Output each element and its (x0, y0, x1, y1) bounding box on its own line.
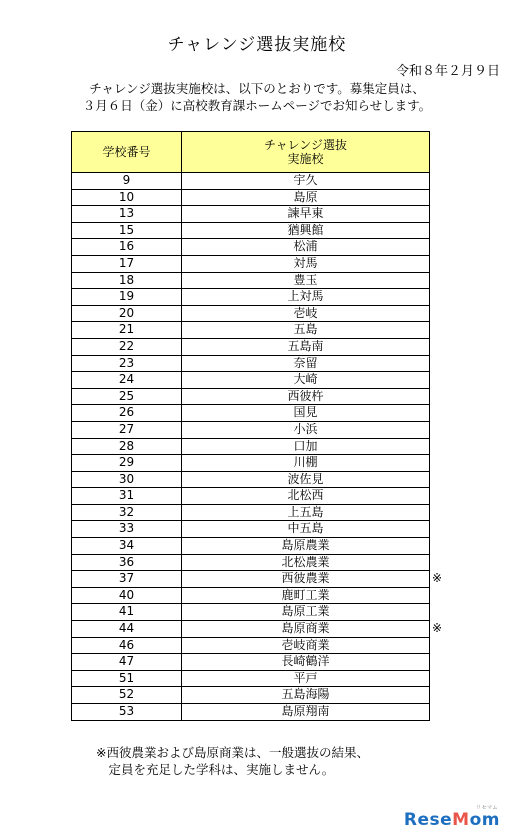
table-row (72, 587, 430, 604)
school-name-cell: 島原農業 (182, 538, 430, 555)
school-number-cell: 27 (72, 421, 182, 438)
school-number-cell: 21 (72, 322, 182, 339)
school-number-cell: 13 (72, 206, 182, 223)
table-row (72, 471, 430, 488)
table-row (72, 222, 430, 239)
table-row (72, 372, 430, 389)
footnote (96, 744, 369, 778)
table-row (72, 338, 430, 355)
school-number-cell: 33 (72, 521, 182, 538)
school-name-cell: 川棚 (182, 455, 430, 472)
table-row (72, 289, 430, 306)
school-number-cell: 25 (72, 388, 182, 405)
header-school-name: チャレンジ選抜 実施校 (182, 132, 430, 173)
table-row (72, 173, 430, 190)
school-number-cell: 17 (72, 255, 182, 272)
table-row (72, 538, 430, 555)
table-row (72, 571, 430, 588)
school-name-cell: 口加 (182, 438, 430, 455)
school-number-cell: 46 (72, 637, 182, 654)
school-number-cell: 32 (72, 504, 182, 521)
school-number-cell: 41 (72, 604, 182, 621)
school-number-cell: 9 (72, 173, 182, 190)
table-row (72, 554, 430, 571)
intro-line: チャレンジ選抜実施校は、以下のとおりです。募集定員は、 (89, 81, 425, 96)
table-row (72, 504, 430, 521)
school-name-cell: 壱岐 (182, 305, 430, 322)
school-name-cell: 上対馬 (182, 289, 430, 306)
school-number-cell: 51 (72, 670, 182, 687)
school-number-cell: 30 (72, 471, 182, 488)
school-table (71, 131, 430, 721)
table-row (72, 455, 430, 472)
school-number-cell: 40 (72, 587, 182, 604)
table-row (72, 355, 430, 372)
school-number-cell: 28 (72, 438, 182, 455)
table-row (72, 687, 430, 704)
school-number-cell: 26 (72, 405, 182, 422)
logo-sub: リセマム (476, 805, 498, 811)
school-number-cell: 37 (72, 571, 182, 588)
school-name-cell: 島原 (182, 189, 430, 206)
school-name-cell: 島原商業 (182, 621, 430, 638)
school-name-cell: 中五島 (182, 521, 430, 538)
school-name-cell: 国見 (182, 405, 430, 422)
school-name-cell: 諫早東 (182, 206, 430, 223)
school-number-cell: 19 (72, 289, 182, 306)
school-name-cell: 豊玉 (182, 272, 430, 289)
school-name-cell: 長崎鶴洋 (182, 654, 430, 671)
school-number-cell: 22 (72, 338, 182, 355)
school-name-cell: 北松農業 (182, 554, 430, 571)
table-row (72, 704, 430, 721)
school-number-cell: 18 (72, 272, 182, 289)
school-number-cell: 31 (72, 488, 182, 505)
header-school-number: 学校番号 (72, 132, 182, 173)
table-row (72, 521, 430, 538)
table-row (72, 388, 430, 405)
school-name-cell: 平戸 (182, 670, 430, 687)
school-number-cell: 23 (72, 355, 182, 372)
school-number-cell: 34 (72, 538, 182, 555)
school-name-cell: 上五島 (182, 504, 430, 521)
school-number-cell: 20 (72, 305, 182, 322)
school-number-cell: 47 (72, 654, 182, 671)
school-number-cell: 24 (72, 372, 182, 389)
logo-text: ReseMom (403, 810, 500, 830)
table-row (72, 206, 430, 223)
table-row (72, 421, 430, 438)
school-name-cell: 西彼杵 (182, 388, 430, 405)
school-number-cell: 36 (72, 554, 182, 571)
school-name-cell: 奈留 (182, 355, 430, 372)
school-name-cell: 鹿町工業 (182, 587, 430, 604)
footnote-line: ※西彼農業および島原商業は、一般選抜の結果、 (96, 745, 369, 760)
table-header-row (72, 132, 430, 173)
table-row (72, 604, 430, 621)
school-name-cell: 波佐見 (182, 471, 430, 488)
school-name-cell: 北松西 (182, 488, 430, 505)
table-row (72, 621, 430, 638)
school-name-cell: 五島海陽 (182, 687, 430, 704)
school-number-cell: 44 (72, 621, 182, 638)
table-row (72, 654, 430, 671)
table-row (72, 239, 430, 256)
school-number-cell: 10 (72, 189, 182, 206)
table-row (72, 272, 430, 289)
school-number-cell: 29 (72, 455, 182, 472)
resemom-logo (403, 805, 500, 830)
school-number-cell: 52 (72, 687, 182, 704)
intro-text (0, 80, 514, 114)
school-name-cell: 小浜 (182, 421, 430, 438)
page-title: チャレンジ選抜実施校 (167, 35, 347, 55)
school-name-cell: 五島 (182, 322, 430, 339)
date: 令和８年２月９日 (395, 64, 500, 79)
table-row (72, 322, 430, 339)
intro-line: ３月６日（金）に高校教育課ホームページでお知らせします。 (82, 98, 432, 113)
school-name-cell: 壱岐商業 (182, 637, 430, 654)
school-number-cell: 15 (72, 222, 182, 239)
school-name-cell: 対馬 (182, 255, 430, 272)
table-row (72, 488, 430, 505)
school-name-cell: 島原翔南 (182, 704, 430, 721)
table-row (72, 189, 430, 206)
asterisk-mark: ※ (432, 620, 443, 635)
school-name-cell: 島原工業 (182, 604, 430, 621)
school-number-cell: 16 (72, 239, 182, 256)
asterisk-mark: ※ (432, 570, 443, 585)
school-name-cell: 松浦 (182, 239, 430, 256)
table-row (72, 637, 430, 654)
table-row (72, 255, 430, 272)
school-name-cell: 猶興館 (182, 222, 430, 239)
school-name-cell: 西彼農業 (182, 571, 430, 588)
school-name-cell: 大崎 (182, 372, 430, 389)
table-row (72, 305, 430, 322)
table-row (72, 438, 430, 455)
school-name-cell: 宇久 (182, 173, 430, 190)
school-name-cell: 五島南 (182, 338, 430, 355)
table-row (72, 670, 430, 687)
footnote-line: 定員を充足した学科は、実施しません。 (96, 762, 335, 777)
table-row (72, 405, 430, 422)
school-number-cell: 53 (72, 704, 182, 721)
